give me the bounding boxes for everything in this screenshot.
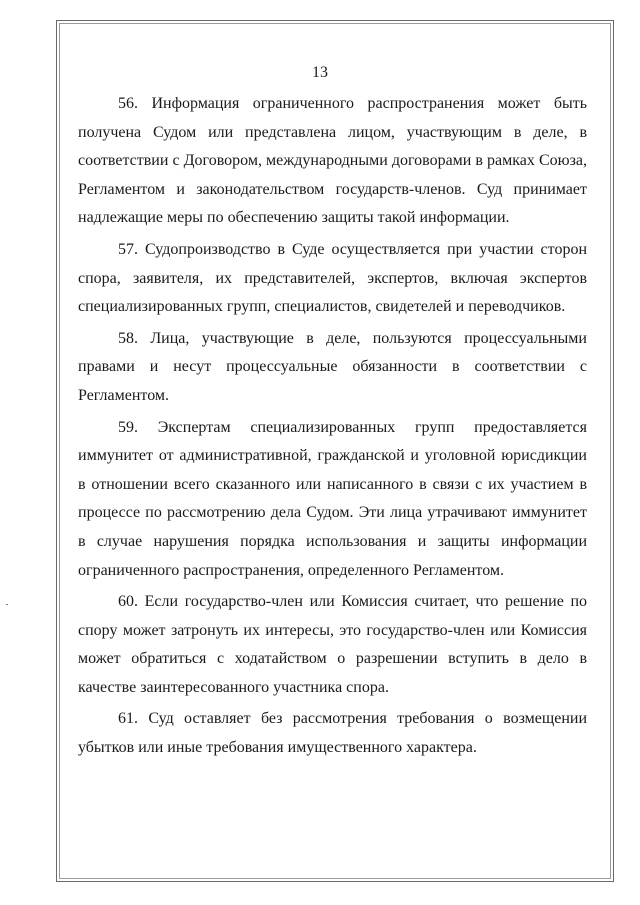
paragraph-58: 58. Лица, участвующие в деле, пользуются процессуальными правами и несут процессуальные обязанности в соответствии с Регламентом. (78, 329, 587, 404)
paragraph-56: 56. Информация ограниченного распространения может быть получена Судом или представлена лицом, участвующим в деле, в соответствии с Договором, международными договорами в рамках Союза, Регламентом и законодательством государств-членов. Суд принимает надлежащие меры по обеспечению защиты такой информации. (78, 95, 587, 227)
paragraph-57: 57. Судопроизводство в Суде осуществляется при участии сторон спора, заявителя, их представителей, экспертов, включая экспертов специализированных групп, специалистов, свидетелей и переводчиков. (78, 240, 587, 316)
scan-speck (6, 604, 8, 605)
paragraph-61: 61. Суд оставляет без рассмотрения требования о возмещении убытков или иные требования имущественного характера. (78, 710, 587, 757)
paragraph-59: 59. Экспертам специализированных групп предоставляется иммунитет от административной, гражданской и уголовной юрисдикции в отношении всего сказанного или написанного в связи с их участием в процессе по рассмотрению дела Судом. Эти лица утрачивают иммунитет в случае нарушения порядка использования и защиты информации ограниченного распространения, определенного Регламентом. (78, 418, 587, 579)
paragraph-60: 60. Если государство-член или Комиссия считает, что решение по спору может затронуть их интересы, это государство-член или Комиссия может обратиться с ходатайством о разрешении вступить в дело в качестве заинтересованного участника спора. (78, 593, 587, 696)
page-number: 13 (312, 64, 328, 81)
document-body (78, 90, 587, 766)
